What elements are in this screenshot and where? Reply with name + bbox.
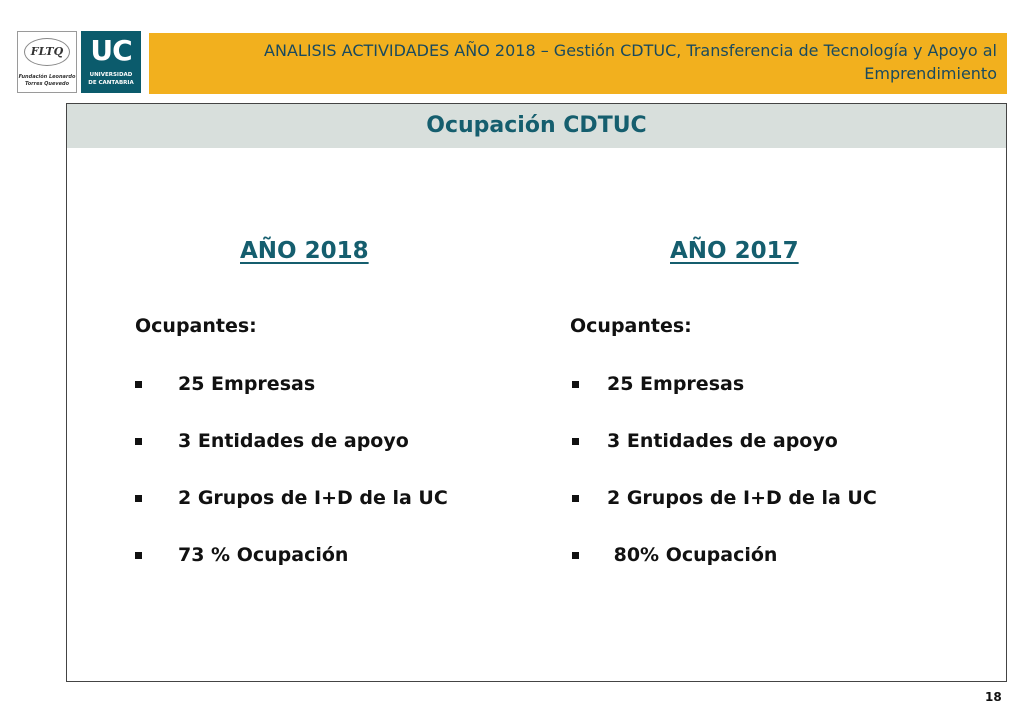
uc-logo [81, 31, 141, 93]
bullet-square-icon [135, 495, 142, 502]
header-title: ANALISIS ACTIVIDADES AÑO 2018 – Gestión CDTUC, Transferencia de Tecnología y Apoyo al Emprendimiento [264, 41, 997, 83]
fltq-logo-mark: FLTQ [24, 38, 70, 66]
section-title-bar [67, 104, 1006, 148]
bullet-square-icon [572, 552, 579, 559]
column-heading-2017: AÑO 2017 [670, 238, 799, 264]
uc-logo-mark: UC [90, 34, 132, 67]
bullet-square-icon [135, 552, 142, 559]
bullet-square-icon [572, 438, 579, 445]
fltq-logo-line2: Torres Quevedo [24, 81, 70, 87]
uc-logo-line1: UNIVERSIDAD [89, 72, 133, 78]
uc-logo-line2: DE CANTABRIA [88, 80, 134, 86]
fltq-logo [17, 31, 77, 93]
column-label-2017: Ocupantes: [570, 315, 692, 337]
section-title: Ocupación CDTUC [426, 113, 647, 138]
page-number: 18 [985, 690, 1002, 704]
bullet-square-icon [572, 495, 579, 502]
bullet-square-icon [572, 381, 579, 388]
header-band [149, 33, 1007, 94]
fltq-logo-line1: Fundación Leonardo [18, 74, 76, 80]
bullet-square-icon [135, 381, 142, 388]
column-heading-2018: AÑO 2018 [240, 238, 369, 264]
bullet-square-icon [135, 438, 142, 445]
column-label-2018: Ocupantes: [135, 315, 257, 337]
